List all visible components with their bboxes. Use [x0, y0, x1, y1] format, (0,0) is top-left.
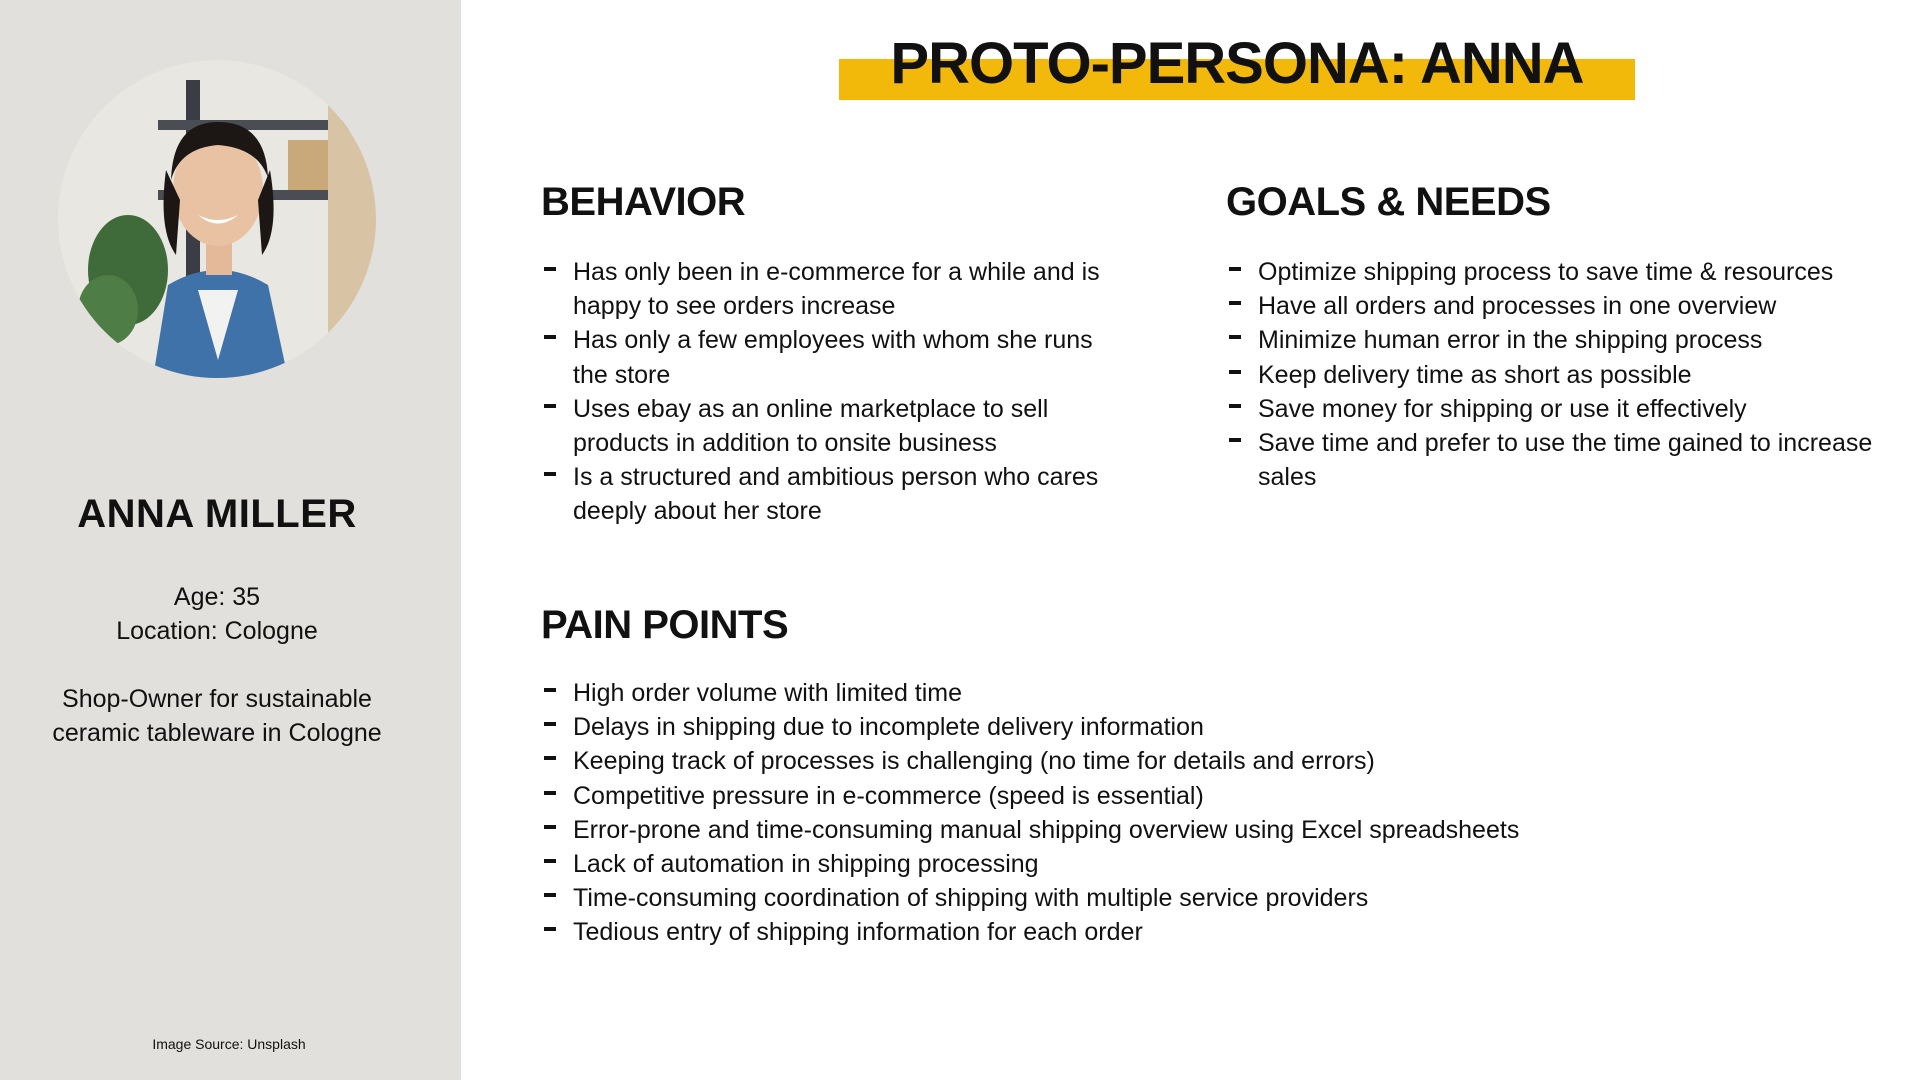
list-item-text: Uses ebay as an online marketplace to sell products in addition to onsite business [573, 394, 1049, 458]
list-item [541, 392, 1121, 460]
list-item [1226, 289, 1906, 323]
page-title: PROTO-PERSONA: ANNA [890, 31, 1584, 96]
list-item [1226, 426, 1906, 494]
list-item [541, 847, 1641, 881]
persona-meta [0, 580, 434, 648]
list-item [541, 744, 1641, 778]
dash-bullet-icon [1229, 335, 1241, 339]
dash-bullet-icon [1229, 370, 1241, 374]
dash-bullet-icon [1229, 301, 1241, 305]
title-block [839, 26, 1635, 102]
persona-location: Location: Cologne [116, 617, 318, 645]
persona-sidebar [0, 0, 461, 1080]
behavior-heading: BEHAVIOR [541, 180, 746, 224]
list-item-text: Has only a few employees with whom she runs the store [573, 326, 1093, 389]
goals-list [1226, 255, 1906, 494]
dash-bullet-icon [1229, 267, 1241, 271]
list-item [541, 813, 1641, 847]
dash-bullet-icon [544, 756, 556, 760]
list-item [541, 915, 1641, 949]
dash-bullet-icon [544, 688, 556, 692]
dash-bullet-icon [544, 825, 556, 829]
list-item-text: High order volume with limited time [573, 679, 963, 707]
dash-bullet-icon [544, 859, 556, 863]
image-source-credit: Image Source: Unsplash [152, 1036, 306, 1052]
list-item [1226, 392, 1906, 426]
dash-bullet-icon [1229, 404, 1241, 408]
dash-bullet-icon [544, 335, 556, 339]
persona-avatar [58, 60, 376, 378]
dash-bullet-icon [544, 722, 556, 726]
list-item [541, 710, 1641, 744]
list-item [1226, 255, 1906, 289]
dash-bullet-icon [544, 267, 556, 271]
persona-name: ANNA MILLER [77, 492, 357, 536]
dash-bullet-icon [544, 791, 556, 795]
persona-photo [58, 60, 376, 378]
list-item [541, 323, 1121, 391]
list-item-text: Time-consuming coordination of shipping with multiple service providers [573, 884, 1369, 913]
list-item-text: Has only been in e-commerce for a while and is happy to see orders increase [573, 258, 1100, 321]
persona-description: Shop-Owner for sustainable ceramic tableware in Cologne [52, 685, 382, 747]
dash-bullet-icon [544, 404, 556, 408]
list-item [1226, 358, 1906, 392]
list-item [1226, 323, 1906, 357]
dash-bullet-icon [544, 472, 556, 476]
list-item [541, 460, 1121, 528]
list-item-text: Save time and prefer to use the time gained to increase sales [1258, 429, 1873, 492]
list-item-text: Tedious entry of shipping information for each order [573, 918, 1143, 947]
list-item-text: Competitive pressure in e-commerce (speed is essential) [573, 781, 1204, 810]
list-item-text: Lack of automation in shipping processing [573, 850, 1039, 879]
list-item-text: Have all orders and processes in one overview [1258, 292, 1777, 321]
list-item-text: Error-prone and time-consuming manual shipping overview using Excel spreadsheets [573, 815, 1520, 844]
list-item-text: Save money for shipping or use it effectively [1258, 394, 1747, 423]
list-item [541, 255, 1121, 323]
list-item-text: Optimize shipping process to save time & resources [1258, 258, 1834, 286]
list-item-text: Delays in shipping due to incomplete delivery information [573, 713, 1204, 742]
list-item-text: Is a structured and ambitious person who cares deeply about her store [573, 463, 1099, 526]
list-item [541, 676, 1641, 710]
list-item [541, 881, 1641, 915]
list-item [541, 779, 1641, 813]
dash-bullet-icon [544, 927, 556, 931]
list-item-text: Keeping track of processes is challenging (no time for details and errors) [573, 747, 1375, 776]
dash-bullet-icon [544, 893, 556, 897]
goals-heading: GOALS & NEEDS [1226, 180, 1551, 224]
pain-points-list [541, 676, 1641, 950]
list-item-text: Keep delivery time as short as possible [1258, 360, 1692, 389]
list-item-text: Minimize human error in the shipping process [1258, 326, 1763, 355]
dash-bullet-icon [1229, 438, 1241, 442]
persona-age: Age: 35 [173, 583, 261, 611]
behavior-list [541, 255, 1121, 529]
pain-points-heading: PAIN POINTS [541, 603, 789, 647]
